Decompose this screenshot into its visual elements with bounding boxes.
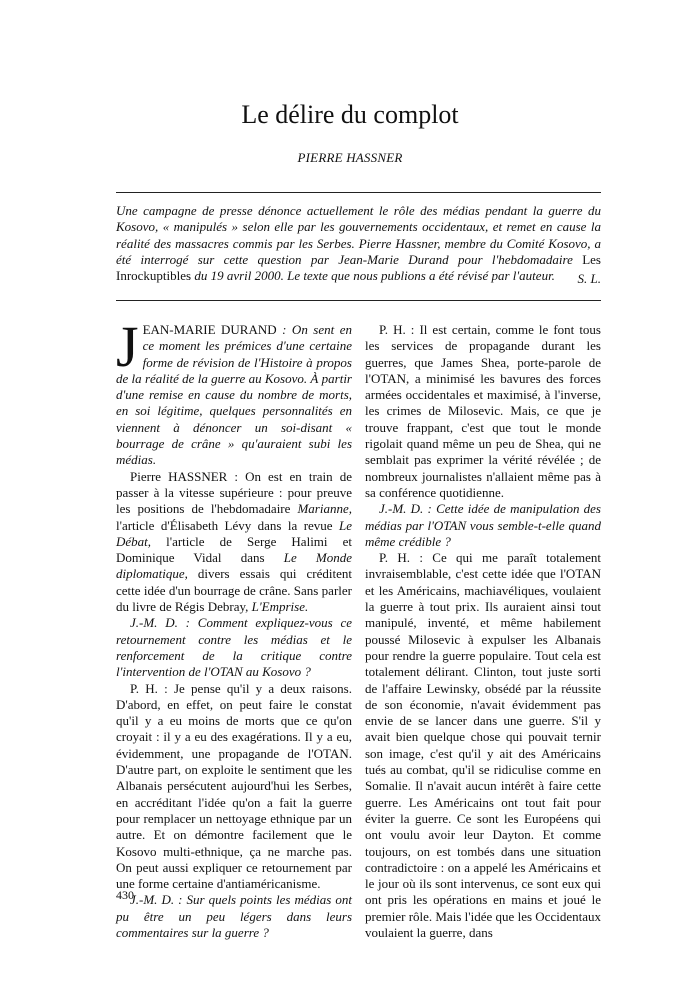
answer-1-text2: l'article d'Élisabeth Lévy dans la revue: [116, 517, 339, 533]
question-2: J.-M. D. : Comment expliquez-vous ce retournement contre les médias et le renforcement de la critique contre l'intervention de l'OTAN au Kosovo ?: [116, 615, 352, 680]
answer-4: P. H. : Ce qui me paraît totalement invraisemblable, c'est cette idée que l'OTAN et les Américains, machiavéliques, voulaient la guerre à tout prix. Ils auraient ainsi tout manipulé, inventé, et même habilement poussé Milosevic à expulser les Albanais pour rendre la guerre populaire. Tout cela est totalement délirant. Clinton, tout juste sorti de l'affaire Lewinsky, obsédé par la réussite de son économie, n'avait évidemment pas envie de se lancer dans une guerre. S'il y avait bien quelque chose qui pouvait ternir son image, c'est qu'il y ait des Américains tués au combat, qu'il se ridiculise comme en Somalie. Il n'avait aucun intérêt à faire cette guerre. Les Américains ont tout fait pour éviter la guerre. Ce sont les Européens qui ont voulu avoir leur Dayton. Et comme toujours, on est tombés dans une situation contradictoire : on a appelé les Américains et le jour où ils sont intervenus, ce sont eux qui ont pris les opérations en mains et joué le premier rôle. Mais l'idée que les Occidentaux voulaient la guerre, dans: [365, 550, 601, 940]
right-column: [365, 322, 601, 941]
answer-1-marianne: Marianne,: [297, 501, 352, 517]
page-number: 430: [116, 888, 134, 902]
question-4: J.-M. D. : Cette idée de manipulation des médias par l'OTAN vous semble-t-elle quand même crédible ?: [365, 501, 601, 549]
question-3: J.-M. D. : Sur quels points les médias ont pu être un peu légers dans leurs commentaires sur la guerre ?: [116, 892, 352, 940]
answer-1-text3: l'article de Serge Halimi et Dominique Vidal dans: [116, 533, 352, 566]
answer-1-monde: Le Monde diplomatique,: [116, 550, 352, 582]
top-divider: [116, 192, 601, 193]
interviewer-name: EAN-MARIE DURAND: [142, 322, 277, 337]
interviewee-name: HASSNER: [168, 468, 228, 484]
intro-signature: S. L.: [577, 271, 601, 286]
intro-text-part2: du 19 avril 2000. Le texte que nous publions a été révisé par l'auteur.: [194, 268, 555, 284]
article-title: Le délire du complot: [241, 100, 459, 129]
answer-1-emprise: L'Emprise.: [251, 599, 309, 615]
bottom-divider: [116, 300, 601, 301]
answer-1-first-name: Pierre: [130, 468, 169, 484]
answer-1: [116, 469, 352, 616]
intro-text-part1: Une campagne de presse dénonce actuellement le rôle des médias pendant la guerre du Kosovo, « manipulés » selon elle par les gouvernements occidentaux, et remet en cause la réalité des massacres commis par les Serbes. Pierre Hassner, membre du Comité Kosovo, a été interrogé sur cette question par Jean-Marie Durand pour l'hebdomadaire: [116, 203, 601, 267]
question-1-text: : On sent en ce moment les prémices d'une certaine forme de révision de l'Histoire à propos de la réalité de la guerre au Kosovo. À partir d'une remise en cause du nombre de morts, en soi légitime, quelques personnalités en viennent à dénoncer un soi-disant « bourrage de crâne » qu'auraient subi les médias.: [116, 322, 353, 468]
question-1: [116, 314, 353, 469]
answer-1-text4: divers essais qui créditent cette idée d'un bourrage de crâne. Sans parler du livre de Régis Debray,: [116, 566, 352, 615]
answer-2: P. H. : Je pense qu'il y a deux raisons. D'abord, en effet, on peut faire le constat qu'il y a eu moins de morts que ce qu'on croyait : il y a eu des exagérations. Il y a eu, évidemment, une propagande de l'OTAN. D'autre part, on exploite le sentiment que les Albanais persécutent aujourd'hui les Serbes, en accréditant l'idée qu'on a fait la guerre pour remplacer un nettoyage ethnique par un autre. Et on démontre facilement que le Kosovo multi-ethnique, ça ne marche pas. On peut aussi expliquer ce retournement par une forme certaine d'antiaméricanisme.: [116, 680, 352, 892]
answer-1-debat: Le Débat,: [116, 517, 352, 549]
drop-cap: J: [116, 314, 139, 379]
left-column: [116, 314, 353, 941]
intro-publication: Les Inrockuptibles: [116, 251, 601, 284]
article-author: PIERRE HASSNER: [297, 150, 403, 165]
answer-3: P. H. : Il est certain, comme le font tous les services de propagande durant les guerres, que James Shea, porte-parole de l'OTAN, a minimisé les bavures des forces armées occidentales et maximisé, à l'inverse, les crimes de Milosevic. Mais, ce que je trouve frappant, c'est que tout le monde rigolait quand même un peu de Shea, qui ne semblait pas exprimer la vérité révélée ; de nombreux journalistes n'allaient même pas à sa conférence quotidienne.: [365, 322, 601, 500]
answer-1-text1: : On est en train de passer à la vitesse supérieure : pour preuve les positions de l'hebdomadaire: [116, 468, 352, 517]
